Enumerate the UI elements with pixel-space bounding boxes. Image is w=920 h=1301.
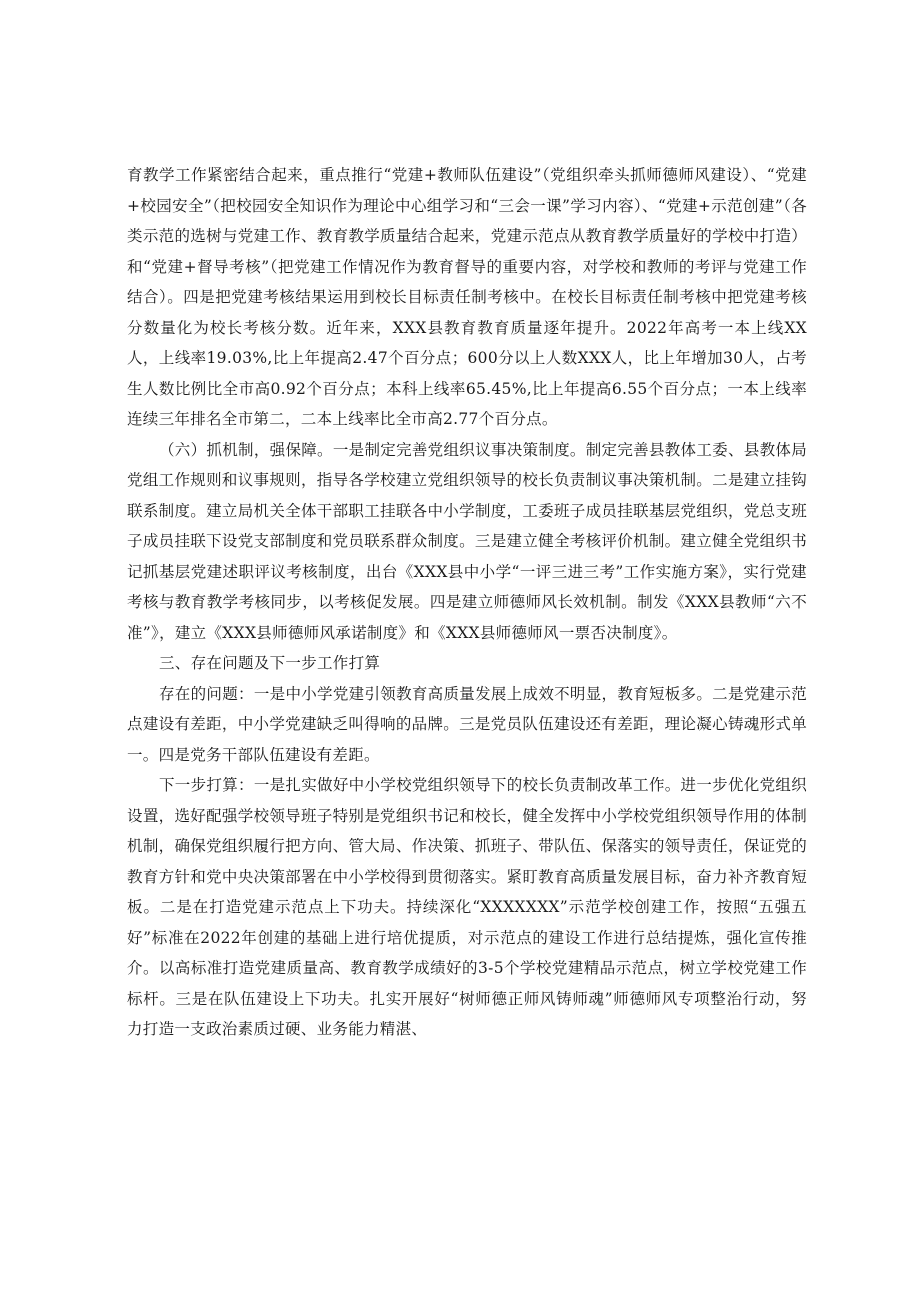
document-body	[127, 160, 807, 1045]
paragraph-problems: 存在的问题：一是中小学党建引领教育高质量发展上成效不明显，教育短板多。二是党建示范点建设有差距，中小学党建缺乏叫得响的品牌。三是党员队伍建设还有差距，理论凝心铸魂形式单一。四是党务干部队伍建设有差距。	[127, 684, 807, 764]
paragraph-continued: 育教学工作紧密结合起来，重点推行“党建+教师队伍建设”（党组织牵头抓师德师风建设）、“党建+校园安全”（把校园安全知识作为理论中心组学习和“三会一课”学习内容）、“党建+示范创建”（各类示范的选树与党建工作、教育教学质量结合起来，党建示范点从教育教学质量好的学校中打造）和“党建+督导考核”（把党建工作情况作为教育督导的重要内容，对学校和教师的考评与党建工作结合）。四是把党建考核结果运用到校长目标责任制考核中。在校长目标责任制考核中把党建考核分数量化为校长考核分数。近年来，XXX县教育教育质量逐年提升。2022年高考一本上线XX人，上线率19.03%,比上年提高2.47个百分点；600分以上人数XXX人，比上年增加30人，占考生人数比例比全市高0.92个百分点；本科上线率65.45%,比上年提高6.55个百分点；一本上线率连续三年排名全市第二，二本上线率比全市高2.77个百分点。	[127, 166, 807, 428]
paragraph-next-steps: 下一步打算：一是扎实做好中小学校党组织领导下的校长负责制改革工作。进一步优化党组织设置，选好配强学校领导班子特别是党组织书记和校长，健全发挥中小学校党组织领导作用的体制机制，确保党组织履行把方向、管大局、作决策、抓班子、带队伍、保落实的领导责任，保证党的教育方针和党中央决策部署在中小学校得到贯彻落实。紧盯教育高质量发展目标，奋力补齐教育短板。二是在打造党建示范点上下功夫。持续深化“XXXXXXX”示范学校创建工作，按照“五强五好”标准在2022年创建的基础上进行培优提质，对示范点的建设工作进行总结提炼，强化宣传推介。以高标准打造党建质量高、教育教学成绩好的3-5个学校党建精品示范点，树立学校党建工作标杆。三是在队伍建设上下功夫。扎实开展好“树师德正师风铸师魂”师德师风专项整治行动，努力打造一支政治素质过硬、业务能力精湛、	[127, 776, 807, 1038]
section-heading: 三、存在问题及下一步工作打算	[159, 654, 381, 672]
paragraph-mechanism: （六）抓机制，强保障。一是制定完善党组织议事决策制度。制定完善县教体工委、县教体局党组工作规则和议事规则，指导各学校建立党组织领导的校长负责制议事决策机制。二是建立挂钩联系制度。建立局机关全体干部职工挂联各中小学制度，工委班子成员挂联基层党组织，党总支班子成员挂联下设党支部制度和党员联系群众制度。三是建立健全考核评价机制。建立健全党组织书记抓基层党建述职评议考核制度，出台《XXX县中小学“一评三进三考”工作实施方案》，实行党建考核与教育教学考核同步，以考核促发展。四是建立师德师风长效机制。制发《XXX县教师“六不准”》，建立《XXX县师德师风承诺制度》和《XXX县师德师风一票否决制度》。	[127, 440, 807, 642]
